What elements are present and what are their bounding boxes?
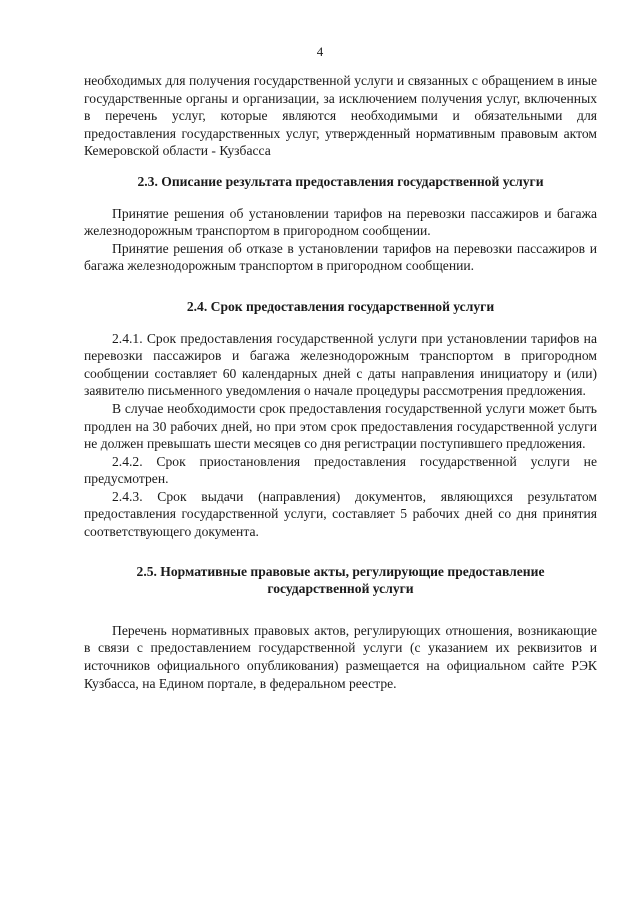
section-2-3-paragraph-1: Принятие решения об установлении тарифов на перевозки пассажиров и багажа железнодорожным транспортом в пригородном сообщении. [84, 205, 597, 239]
section-2-4-paragraph-4: 2.4.3. Срок выдачи (направления) документов, являющихся результатом предоставления государственной услуги, составляет 5 рабочих дней со дня принятия соответствующего документа. [84, 488, 597, 540]
section-2-5-paragraph-1: Перечень нормативных правовых актов, регулирующих отношения, возникающие в связи с предоставлением государственной услуги (с указанием их реквизитов и источников официального опубликования) размещается на официальном сайте РЭК Кузбасса, на Едином портале, в федеральном реестре. [84, 622, 597, 691]
section-2-3-paragraph-2: Принятие решения об отказе в установлении тарифов на перевозки пассажиров и багажа железнодорожным транспортом в пригородном сообщении. [84, 240, 597, 274]
page-number: 4 [316, 44, 324, 59]
section-2-4-paragraph-2: В случае необходимости срок предоставления государственной услуги может быть продлен на 30 рабочих дней, но при этом срок предоставления государственной услуги не должен превышать шести месяцев со дня регистрации поступившего предложения. [84, 400, 597, 452]
section-2-4-heading: 2.4. Срок предоставления государственной услуги [186, 298, 495, 314]
section-2-5-heading-line-2: государственной услуги [267, 581, 414, 597]
page-content [84, 72, 597, 692]
section-2-4-paragraph-3: 2.4.2. Срок приостановления предоставления государственной услуги не предусмотрен. [84, 453, 597, 487]
section-2-5-heading-line-1: 2.5. Нормативные правовые акты, регулирующие предоставление [136, 563, 545, 579]
section-2-3-heading: 2.3. Описание результата предоставления государственной услуги [137, 173, 544, 189]
intro-paragraph: необходимых для получения государственной услуги и связанных с обращением в иные государственные органы и организации, за исключением получения услуг, включенных в перечень услуг, которые являются необходимыми и обязательными для предоставления государственных услуг, утвержденный нормативным правовым актом Кемеровской области - Кузбасса [84, 73, 597, 159]
section-2-5-heading [84, 563, 597, 598]
section-2-4-paragraph-1: 2.4.1. Срок предоставления государственной услуги при установлении тарифов на перевозки пассажиров и багажа железнодорожным транспортом в пригородном сообщении составляет 60 календарных дней с даты направления инициатору и (или) заявителю письменного уведомления о начале процедуры рассмотрения предложения. [84, 330, 597, 399]
